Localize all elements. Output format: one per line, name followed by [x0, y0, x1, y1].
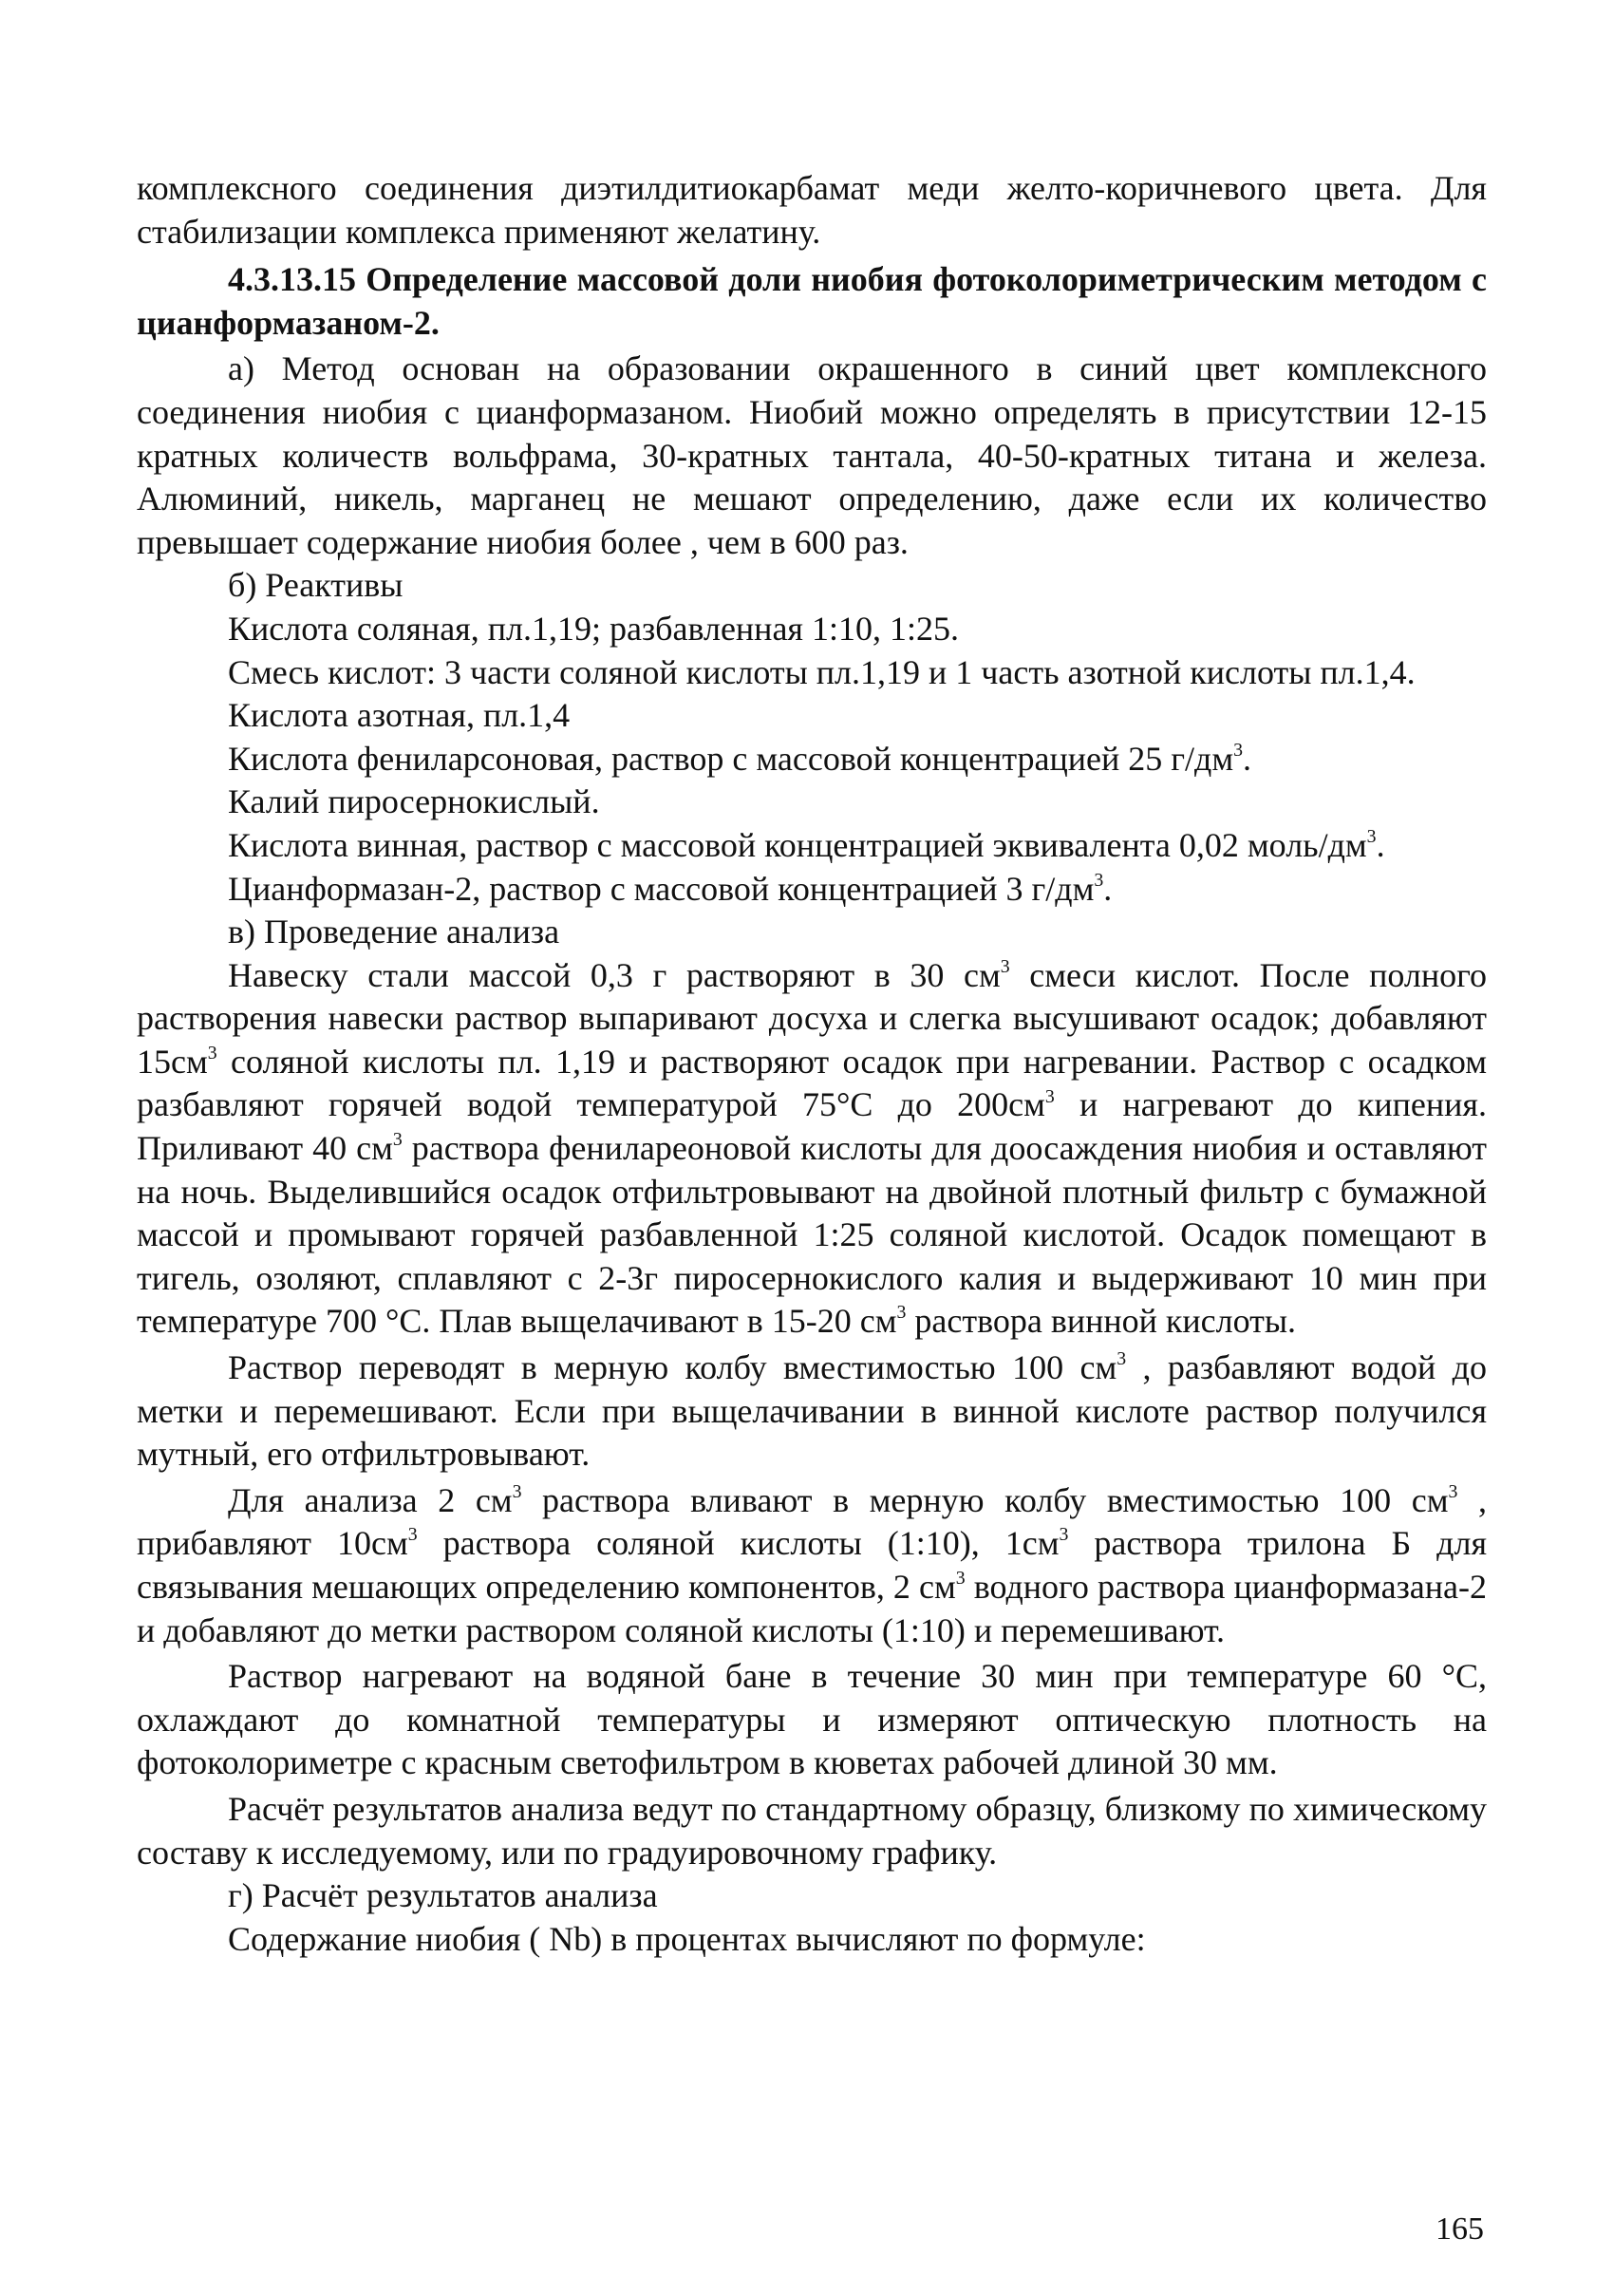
superscript: 3 [955, 1568, 966, 1590]
paragraph [137, 348, 1487, 564]
text-run: а) Метод основан на образовании окрашенного в синий цвет комплексного соединения ниобия с цианформазаном. Ниобий можно определять в присутствии 12-15 кратных количеств вольфрама, 30-кратных тантала, 40-50-кратных титана и железа. Алюминий, никель, марганец не мешают определению, даже если их количество превышает содержание ниобия более , чем в 600 раз. [137, 349, 1487, 561]
text-run: Кислота винная, раствор с массовой концентрацией эквивалента 0,02 моль/дм [228, 825, 1367, 864]
superscript: 3 [392, 1129, 403, 1151]
paragraph [137, 1874, 1487, 1918]
text-run: раствора трилона Б для связывания мешающих определению компонентов, 2 см [137, 1524, 1488, 1606]
paragraph [137, 911, 1487, 954]
superscript: 3 [1000, 955, 1010, 977]
text-run: Расчёт результатов анализа ведут по стандартному образцу, близкому по химическому составу к исследуемому, или по градуировочному графику. [137, 1789, 1487, 1872]
text-run: . [1376, 825, 1385, 864]
superscript: 3 [207, 1042, 217, 1063]
text-run: Цианформазан-2, раствор с массовой концентрацией 3 г/дм [228, 869, 1095, 908]
paragraph [137, 738, 1487, 781]
paragraph [137, 608, 1487, 651]
page-number: 165 [1436, 2211, 1484, 2247]
text-run: б) Реактивы [228, 566, 404, 605]
text-run: Кислота азотная, пл.1,4 [228, 696, 571, 735]
text-run: Кислота соляная, пл.1,19; разбавленная 1:10, 1:25. [228, 609, 959, 648]
paragraph [137, 167, 1487, 254]
text-run: и нагревают до кипения. Приливают 40 см [137, 1085, 1487, 1168]
text-run: г) Расчёт результатов анализа [228, 1876, 658, 1915]
superscript: 3 [1233, 739, 1244, 761]
paragraph [137, 954, 1487, 1344]
paragraph [137, 651, 1487, 695]
text-run: Кислота фениларсоновая, раствор с массовой концентрацией 25 г/дм [228, 739, 1234, 778]
paragraph [137, 564, 1487, 608]
text-run: раствора фенилареоновой кислоты для доосаждения ниобия и оставляют на ночь. Выделившийся осадок отфильтровывают на двойной плотный фильтр с бумажной массой и промывают горячей разбавленной 1:25 соляной кислотой. Осадок помещают в тигель, озоляют, сплавляют с 2-3г пиросернокислого калия и выдерживают 10 мин при температуре 700 °С. Плав выщелачивают в 15-20 см [137, 1129, 1487, 1341]
paragraph [137, 1655, 1487, 1785]
body-text [137, 167, 1487, 1961]
superscript: 3 [407, 1524, 418, 1546]
paragraph [137, 1479, 1487, 1652]
text-run: Содержание ниобия ( Nb) в процентах вычисляют по формуле: [228, 1919, 1146, 1958]
paragraph [137, 781, 1487, 824]
paragraph [137, 1788, 1487, 1874]
text-run: . [1243, 739, 1252, 778]
paragraph [137, 868, 1487, 912]
text-run: комплексного соединения диэтилдитиокарбамат меди желто-коричневого цвета. Для стабилизации комплекса применяют желатину. [137, 169, 1487, 251]
text-run: в) Проведение анализа [228, 913, 560, 951]
text-run: , прибавляют 10см [137, 1480, 1487, 1563]
text-run: соляной кислоты пл. 1,19 и растворяют осадок при нагревании. Раствор с осадком разбавляют горячей водой температурой 75°С до 200см [137, 1042, 1487, 1124]
text-run: Раствор переводят в мерную колбу вместимостью 100 см [228, 1348, 1117, 1387]
superscript: 3 [512, 1480, 522, 1502]
paragraph [137, 1346, 1487, 1477]
superscript: 3 [1094, 869, 1104, 891]
text-run: . [1103, 869, 1113, 908]
text-run: водного раствора цианформазана-2 и добавляют до метки раствором соляной кислоты (1:10) и перемешивают. [137, 1568, 1487, 1649]
text-run: 4.3.13.15 Определение массовой доли ниобия фотоколориметрическим методом с цианформазаном-2. [137, 260, 1487, 342]
superscript: 3 [1059, 1524, 1069, 1546]
text-run: смеси кислот. После полного растворения навески раствор выпаривают досуха и слегка высушивают осадок; добавляют 15см [137, 955, 1488, 1081]
superscript: 3 [1117, 1348, 1127, 1370]
paragraph [137, 824, 1487, 868]
text-run: раствора соляной кислоты (1:10), 1см [417, 1524, 1060, 1563]
text-run: Навеску стали массой 0,3 г растворяют в 30 см [228, 955, 1001, 994]
section-heading [137, 258, 1487, 345]
paragraph [137, 694, 1487, 738]
text-run: Смесь кислот: 3 части соляной кислоты пл.1,19 и 1 часть азотной кислоты пл.1,4. [228, 652, 1416, 691]
paragraph [137, 1918, 1487, 1962]
text-run: раствора вливают в мерную колбу вместимостью 100 см [521, 1480, 1449, 1519]
superscript: 3 [896, 1302, 907, 1324]
text-run: , разбавляют водой до метки и перемешивают. Если при выщелачивании в винной кислоте раствор получился мутный, его отфильтровывают. [137, 1348, 1487, 1474]
superscript: 3 [1366, 825, 1377, 847]
text-run: Калий пиросернокислый. [228, 782, 600, 821]
text-run: раствора винной кислоты. [906, 1302, 1297, 1341]
superscript: 3 [1044, 1085, 1055, 1107]
superscript: 3 [1448, 1480, 1458, 1502]
text-run: Раствор нагревают на водяной бане в течение 30 мин при температуре 60 °С, охлаждают до комнатной температуры и измеряют оптическую плотность на фотоколориметре с красным светофильтром в кюветах рабочей длиной 30 мм. [137, 1657, 1487, 1782]
text-run: Для анализа 2 см [228, 1480, 513, 1519]
